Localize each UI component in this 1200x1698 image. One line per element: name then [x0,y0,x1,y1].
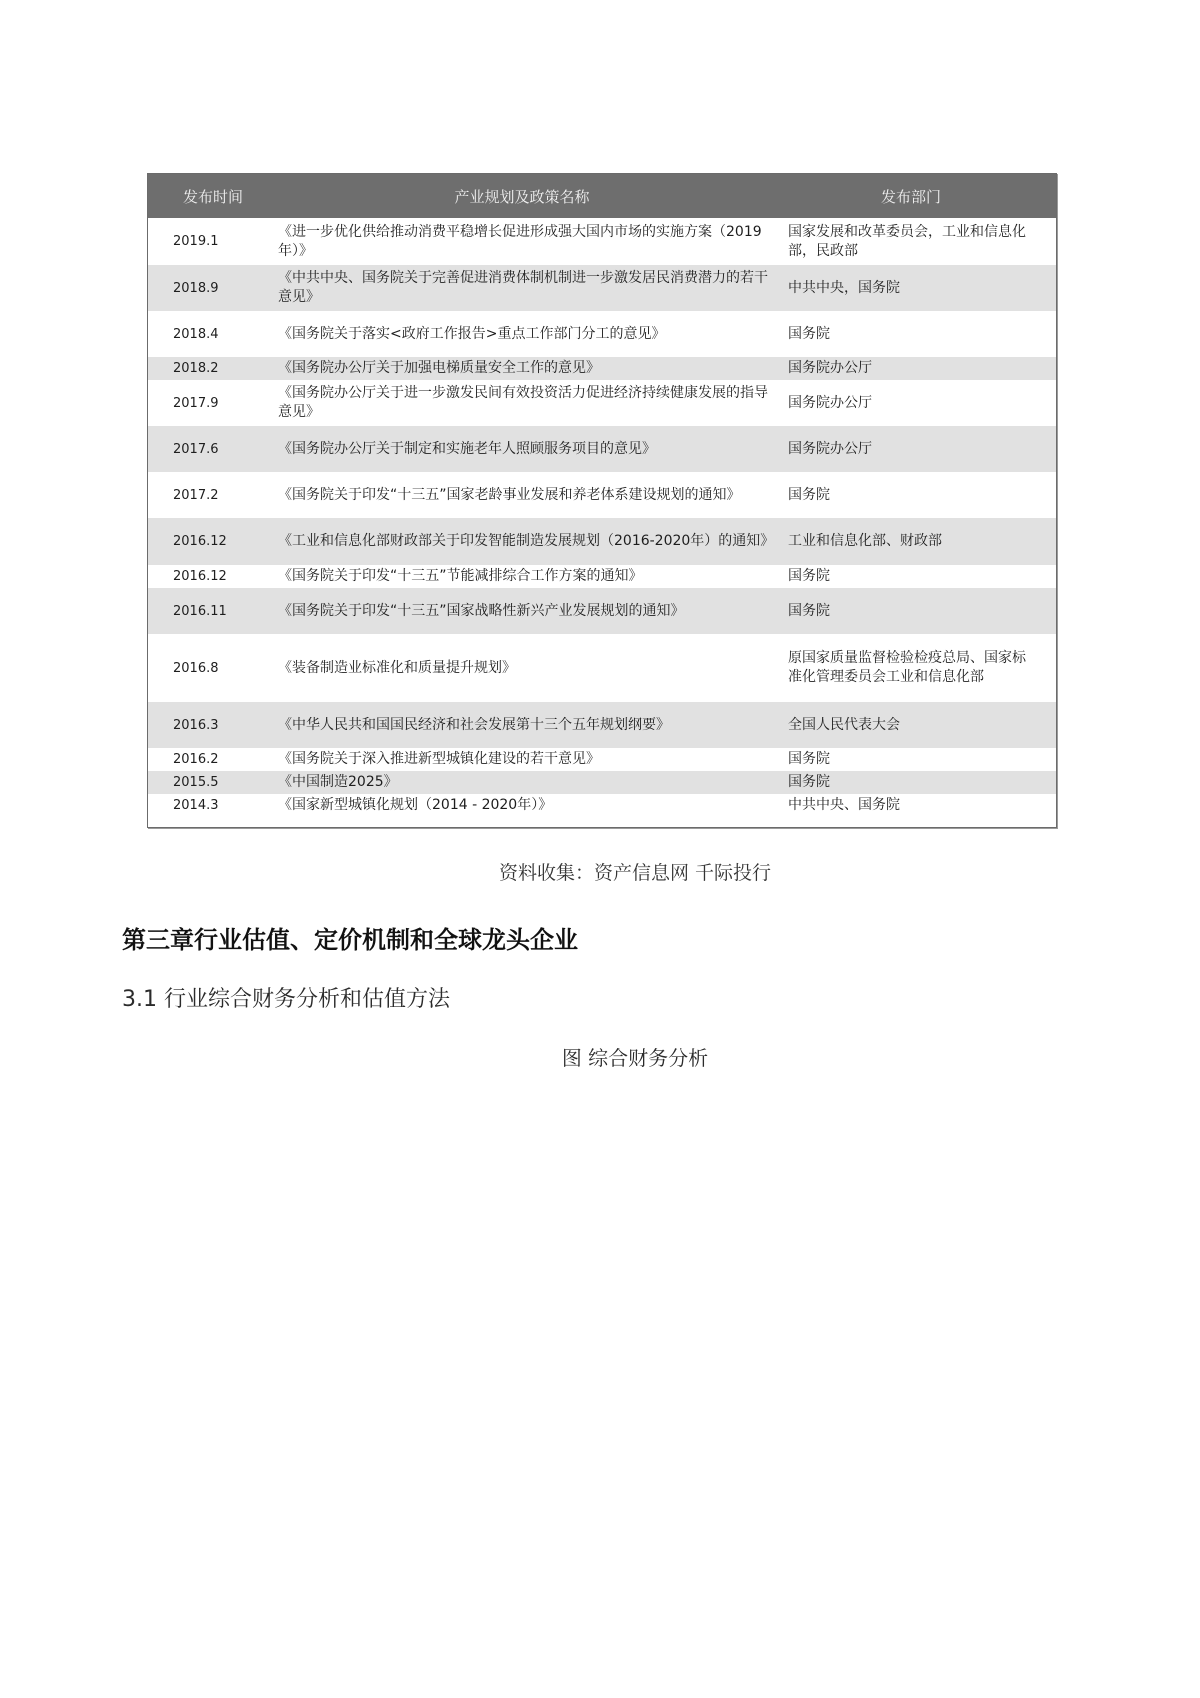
cell-department: 国家发展和改革委员会，工业和信息化部，民政部 [788,223,1026,259]
section-title: 3.1 行业综合财务分析和估值方法 [122,987,450,1012]
table-row [148,794,1056,827]
source-note: 资料收集：资产信息网 千际投行 [498,862,772,884]
cell-department: 国务院办公厅 [788,440,872,457]
cell-date: 2015.5 [173,775,219,790]
cell-date: 2018.9 [173,280,219,296]
header-policy-name: 产业规划及政策名称 [454,187,590,206]
cell-date: 2016.2 [173,752,219,767]
table-row [148,748,1056,771]
cell-policy-name: 《国家新型城镇化规划（2014 - 2020年）》 [278,797,553,813]
cell-department: 国务院 [788,486,830,503]
cell-policy-name: 《装备制造业标准化和质量提升规划》 [278,659,516,676]
cell-date: 2016.12 [173,534,227,549]
cell-department: 国务院 [788,602,830,619]
cell-policy-name: 《中共中央、国务院关于完善促进消费体制机制进一步激发居民消费潜力的若干意见》 [278,270,768,305]
cell-policy-name: 《进一步优化供给推动消费平稳增长促进形成强大国内市场的实施方案（2019年）》 [278,223,762,259]
cell-policy-name: 《国务院办公厅关于进一步激发民间有效投资活力促进经济持续健康发展的指导意见》 [278,385,768,420]
cell-policy-name: 《国务院关于印发“十三五”国家战略性新兴产业发展规划的通知》 [278,602,685,619]
table-row [148,426,1056,472]
table-row [148,311,1056,357]
cell-date: 2017.9 [173,395,219,411]
table-row [148,588,1056,634]
policy-table [147,173,1057,828]
table-row [148,634,1056,702]
cell-date: 2018.2 [173,361,219,376]
table-row [148,380,1056,426]
figure-caption: 图 综合财务分析 [561,1046,709,1070]
cell-department: 国务院 [788,325,830,342]
cell-department: 国务院办公厅 [788,394,872,411]
cell-policy-name: 《工业和信息化部财政部关于印发智能制造发展规划（2016-2020年）的通知》 [278,533,775,549]
cell-policy-name: 《中华人民共和国国民经济和社会发展第十三个五年规划纲要》 [278,716,670,733]
cell-date: 2016.8 [173,660,219,676]
table-row [148,218,1056,265]
cell-department: 国务院 [788,568,830,584]
cell-department: 原国家质量监督检验检疫总局、国家标准化管理委员会工业和信息化部 [788,650,1026,685]
cell-department: 全国人民代表大会 [788,716,900,733]
cell-date: 2016.12 [173,569,227,584]
cell-policy-name: 《中国制造2025》 [278,774,398,790]
cell-department: 中共中央，国务院 [788,279,900,296]
table-header [148,174,1056,218]
cell-department: 国务院办公厅 [788,360,872,376]
cell-date: 2018.4 [173,326,219,342]
cell-policy-name: 《国务院关于印发“十三五”国家老龄事业发展和养老体系建设规划的通知》 [278,486,741,503]
cell-department: 工业和信息化部、财政部 [788,533,942,549]
cell-date: 2019.1 [173,234,219,249]
header-department: 发布部门 [880,187,941,206]
table-row [148,771,1056,794]
cell-policy-name: 《国务院办公厅关于制定和实施老年人照顾服务项目的意见》 [278,440,656,457]
cell-department: 中共中央、国务院 [788,797,900,813]
header-date: 发布时间 [182,187,243,206]
cell-policy-name: 《国务院关于印发“十三五”节能减排综合工作方案的通知》 [278,568,643,584]
chapter-title: 第三章行业估值、定价机制和全球龙头企业 [122,926,578,954]
cell-date: 2016.3 [173,717,219,733]
table-row [148,518,1056,565]
cell-policy-name: 《国务院关于深入推进新型城镇化建设的若干意见》 [278,751,600,767]
cell-department: 国务院 [788,751,830,767]
cell-department: 国务院 [788,774,830,790]
table-row [148,357,1056,380]
cell-date: 2017.6 [173,441,219,457]
table-row [148,265,1056,311]
table-row [148,702,1056,748]
table-row [148,472,1056,518]
table-row [148,565,1056,588]
cell-date: 2014.3 [173,798,219,813]
cell-policy-name: 《国务院关于落实<政府工作报告>重点工作部门分工的意见》 [278,325,666,342]
cell-policy-name: 《国务院办公厅关于加强电梯质量安全工作的意见》 [278,360,600,376]
cell-date: 2017.2 [173,487,219,503]
cell-date: 2016.11 [173,603,227,619]
